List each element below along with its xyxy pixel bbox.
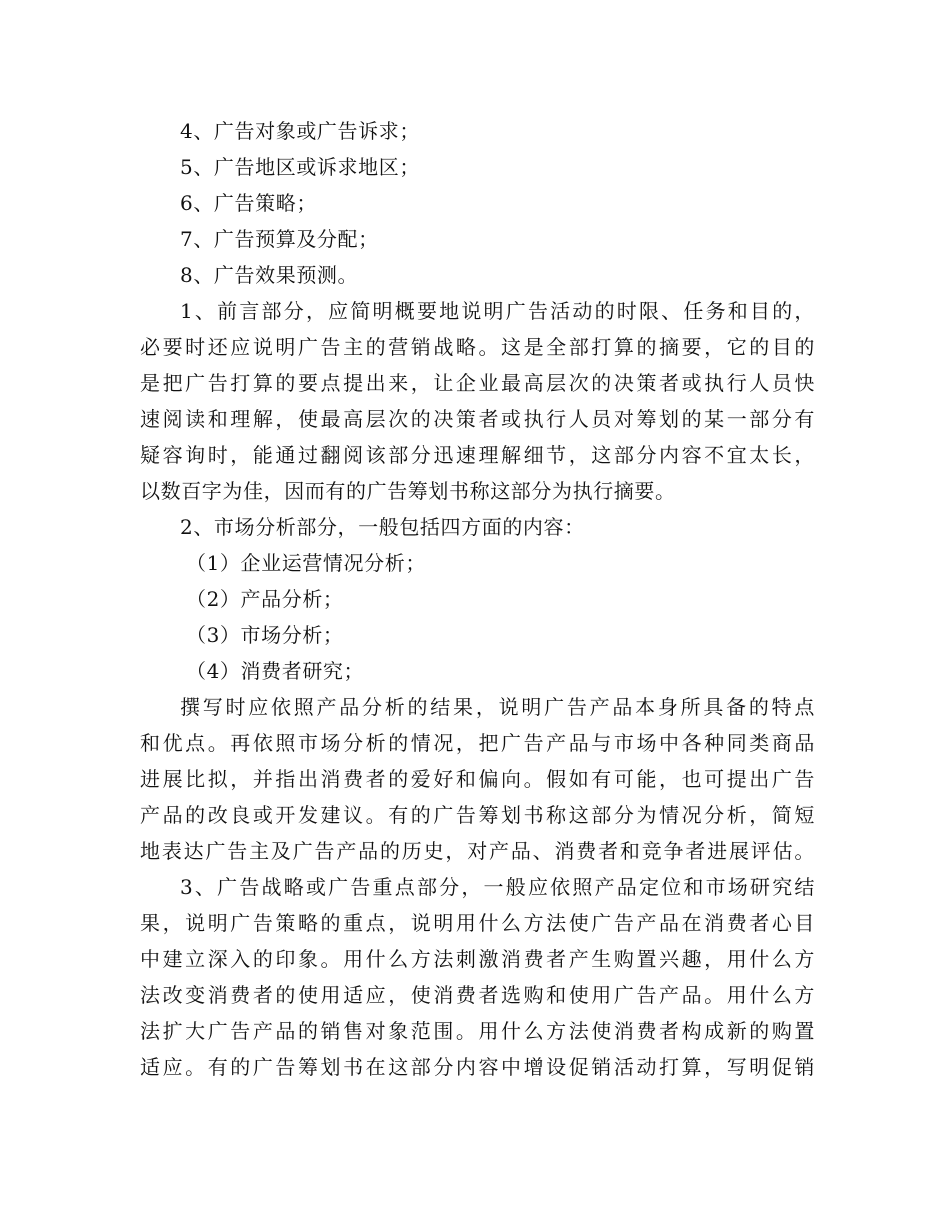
section-heading-market-analysis: 2、市场分析部分，一般包括四方面的内容： [180, 515, 585, 539]
text-line: 进展比拟，并指出消费者的爱好和偏向。假如有可能，也可提出广告 [140, 767, 815, 791]
text-line: 1、前言部分，应简明概要地说明广告活动的时限、任务和目的， [180, 299, 815, 323]
list-item: 4、广告对象或广告诉求； [180, 119, 420, 143]
text-line: 和优点。再依照市场分析的情况，把广告产品与市场中各种同类商品 [140, 731, 815, 755]
text-line: 适应。有的广告筹划书在这部分内容中增设促销活动打算，写明促销 [140, 1055, 815, 1079]
list-item: 6、广告策略； [180, 191, 317, 215]
sub-list-item: （4）消费者研究； [186, 659, 365, 683]
list-item: 5、广告地区或诉求地区； [180, 155, 420, 179]
list-item: 7、广告预算及分配； [180, 227, 379, 251]
list-item: 8、广告效果预测。 [180, 263, 359, 287]
text-line: 以数百字为佳，因而有的广告筹划书称这部分为执行摘要。 [140, 479, 676, 503]
paragraph-strategy [140, 869, 815, 1085]
text-line: 是把广告打算的要点提出来，让企业最高层次的决策者或执行人员快 [140, 371, 815, 395]
paragraph-analysis [140, 689, 815, 869]
text-line: 地表达广告主及广告产品的历史，对产品、消费者和竞争者进展评估。 [140, 839, 815, 863]
document-body [140, 113, 815, 1085]
text-line: 必要时还应说明广告主的营销战略。这是全部打算的摘要，它的目的 [140, 335, 815, 359]
sub-list-item: （2）产品分析； [186, 587, 344, 611]
sub-list-item: （3）市场分析； [186, 623, 344, 647]
text-line: 法改变消费者的使用适应，使消费者选购和使用广告产品。用什么方 [140, 983, 815, 1007]
text-line: 果，说明广告策略的重点，说明用什么方法使广告产品在消费者心目 [140, 911, 815, 935]
text-line: 3、广告战略或广告重点部分，一般应依照产品定位和市场研究结 [180, 875, 815, 899]
paragraph-preface [140, 293, 815, 509]
text-line: 法扩大广告产品的销售对象范围。用什么方法使消费者构成新的购置 [140, 1019, 815, 1043]
text-line: 产品的改良或开发建议。有的广告筹划书称这部分为情况分析，简短 [140, 803, 815, 827]
text-line: 撰写时应依照产品分析的结果，说明广告产品本身所具备的特点 [180, 695, 815, 719]
text-line: 中建立深入的印象。用什么方法刺激消费者产生购置兴趣，用什么方 [140, 947, 815, 971]
text-line: 疑容询时，能通过翻阅该部分迅速理解细节，这部分内容不宜太长， [140, 443, 815, 467]
sub-list-item: （1）企业运营情况分析； [186, 551, 426, 575]
text-line: 速阅读和理解，使最高层次的决策者或执行人员对筹划的某一部分有 [140, 407, 815, 431]
